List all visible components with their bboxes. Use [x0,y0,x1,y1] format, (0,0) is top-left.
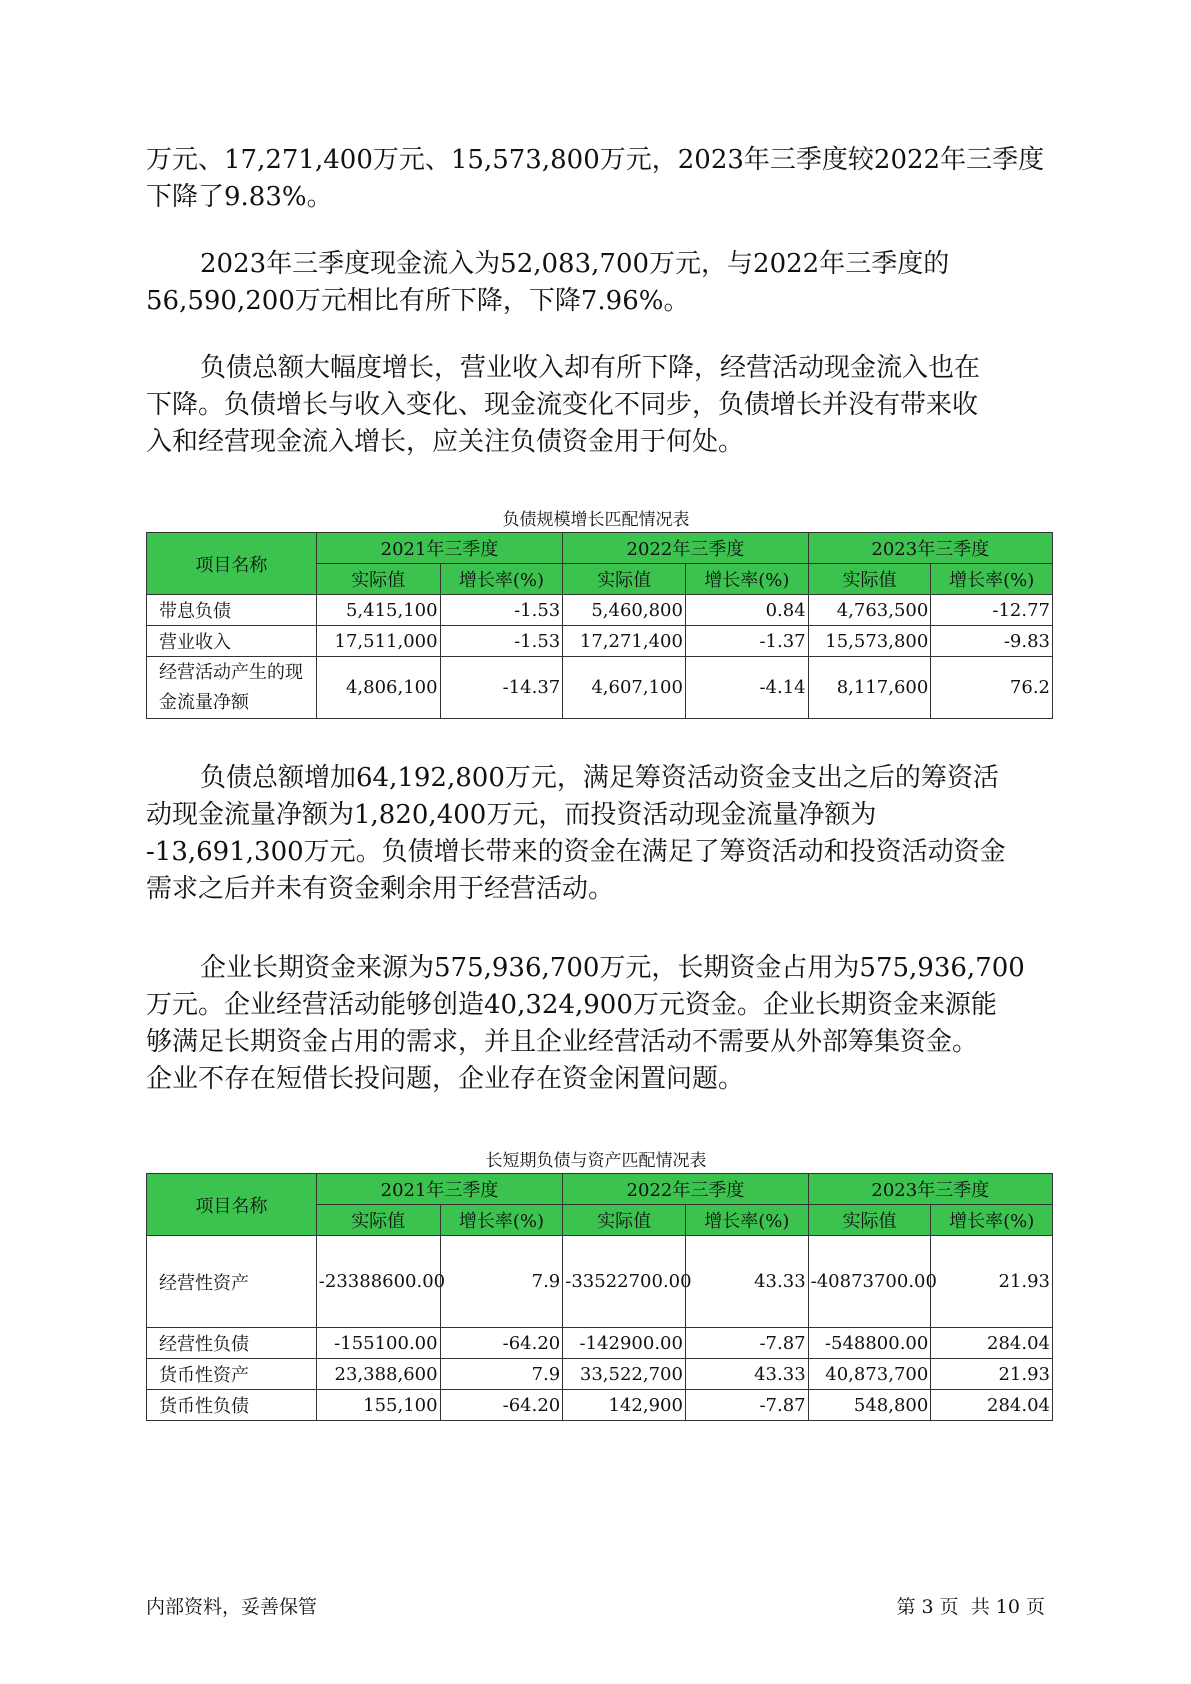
paragraph-2 [146,246,1046,320]
cell: 284.04 [931,1328,1053,1359]
cell: -548800.00 [808,1328,931,1359]
cell: -1.53 [440,595,563,626]
sub-header: 增长率(%) [685,564,808,595]
table-row [147,595,1053,626]
text-line: 万元、17,271,400万元、15,573,800万元，2023年三季度较2022年三季度 [146,145,1045,175]
table-row [147,657,1053,719]
row-label: 经营性资产 [147,1236,317,1328]
row-label: 货币性负债 [147,1390,317,1421]
row-label: 经营活动产生的现金流量净额 [147,657,317,719]
cell: 8,117,600 [808,657,931,719]
text-line: 下降了9.83%。 [146,182,333,212]
text-line: 需求之后并未有资金剩余用于经营活动。 [146,874,615,904]
cell: -23388600.00 [316,1236,440,1328]
page-number: 第 3 页 共 10 页 [896,1596,1045,1618]
cell: 43.33 [685,1236,808,1328]
cell: -12.77 [931,595,1053,626]
asset-liability-table [146,1173,1053,1421]
period-header: 2022年三季度 [563,533,808,564]
period-header: 2023年三季度 [808,1174,1052,1205]
cell: 0.84 [685,595,808,626]
cell: -1.53 [440,626,563,657]
cell: -14.37 [440,657,563,719]
period-header: 2021年三季度 [316,533,562,564]
table-caption: 负债规模增长匹配情况表 [502,510,690,530]
cell: 142,900 [563,1390,686,1421]
table-caption: 长短期负债与资产匹配情况表 [485,1151,707,1171]
cell: 4,607,100 [563,657,686,719]
cell: -7.87 [685,1390,808,1421]
cell: -142900.00 [563,1328,686,1359]
paragraph-4 [146,760,1046,908]
table-row [147,1328,1053,1359]
cell: 15,573,800 [808,626,931,657]
period-header: 2021年三季度 [316,1174,562,1205]
text-line: 负债总额增加64,192,800万元，满足筹资活动资金支出之后的筹资活 [200,763,999,793]
cell: 40,873,700 [808,1359,931,1390]
paragraph-1 [146,142,1046,216]
cell: 76.2 [931,657,1053,719]
text-line: -13,691,300万元。负债增长带来的资金在满足了筹资活动和投资活动资金 [146,837,1006,867]
sub-header: 增长率(%) [931,1205,1053,1236]
text-line: 企业长期资金来源为575,936,700万元，长期资金占用为575,936,700 [200,953,1025,983]
table-row [147,1390,1053,1421]
cell: -33522700.00 [563,1236,686,1328]
text-line: 2023年三季度现金流入为52,083,700万元，与2022年三季度的 [200,249,950,279]
row-label: 货币性资产 [147,1359,317,1390]
cell: -40873700.00 [808,1236,931,1328]
sub-header: 增长率(%) [440,564,563,595]
text-line: 企业不存在短借长投问题，企业存在资金闲置问题。 [146,1064,745,1094]
cell: 21.93 [931,1236,1053,1328]
text-line: 下降。负债增长与收入变化、现金流变化不同步，负债增长并没有带来收 [146,390,979,420]
cell: 33,522,700 [563,1359,686,1390]
sub-header: 实际值 [563,1205,686,1236]
table-row [147,1359,1053,1390]
text-line: 万元。企业经营活动能够创造40,324,900万元资金。企业长期资金来源能 [146,990,997,1020]
cell: 17,511,000 [316,626,440,657]
sub-header: 实际值 [316,1205,440,1236]
cell: 21.93 [931,1359,1053,1390]
cell: -9.83 [931,626,1053,657]
cell: -1.37 [685,626,808,657]
cell: 23,388,600 [316,1359,440,1390]
period-header: 2022年三季度 [563,1174,808,1205]
item-header: 项目名称 [147,533,317,595]
row-label: 经营性负债 [147,1328,317,1359]
cell: -4.14 [685,657,808,719]
text-line: 入和经营现金流入增长，应关注负债资金用于何处。 [146,427,745,457]
table-row [147,1236,1053,1328]
sub-header: 实际值 [808,1205,931,1236]
cell: 43.33 [685,1359,808,1390]
cell: 5,460,800 [563,595,686,626]
row-label: 营业收入 [147,626,317,657]
cell: 548,800 [808,1390,931,1421]
cell: 7.9 [440,1359,563,1390]
paragraph-5 [146,950,1046,1098]
cell: 4,763,500 [808,595,931,626]
cell: -64.20 [440,1390,563,1421]
paragraph-3 [146,350,1046,461]
table-row [147,626,1053,657]
sub-header: 实际值 [563,564,686,595]
sub-header: 增长率(%) [685,1205,808,1236]
cell: 5,415,100 [316,595,440,626]
row-label: 带息负债 [147,595,317,626]
item-header: 项目名称 [147,1174,317,1236]
text-line: 够满足长期资金占用的需求，并且企业经营活动不需要从外部筹集资金。 [146,1027,979,1057]
period-header: 2023年三季度 [808,533,1052,564]
text-line: 负债总额大幅度增长，营业收入却有所下降，经营活动现金流入也在 [200,353,981,383]
sub-header: 增长率(%) [440,1205,563,1236]
debt-growth-table [146,532,1053,719]
sub-header: 实际值 [316,564,440,595]
cell: -7.87 [685,1328,808,1359]
cell: -64.20 [440,1328,563,1359]
text-line: 56,590,200万元相比有所下降，下降7.96%。 [146,286,690,316]
sub-header: 实际值 [808,564,931,595]
footer-left: 内部资料，妥善保管 [146,1596,318,1618]
cell: 284.04 [931,1390,1053,1421]
text-line: 动现金流量净额为1,820,400万元，而投资活动现金流量净额为 [146,800,877,830]
cell: 7.9 [440,1236,563,1328]
cell: 17,271,400 [563,626,686,657]
cell: -155100.00 [316,1328,440,1359]
cell: 155,100 [316,1390,440,1421]
sub-header: 增长率(%) [931,564,1053,595]
cell: 4,806,100 [316,657,440,719]
